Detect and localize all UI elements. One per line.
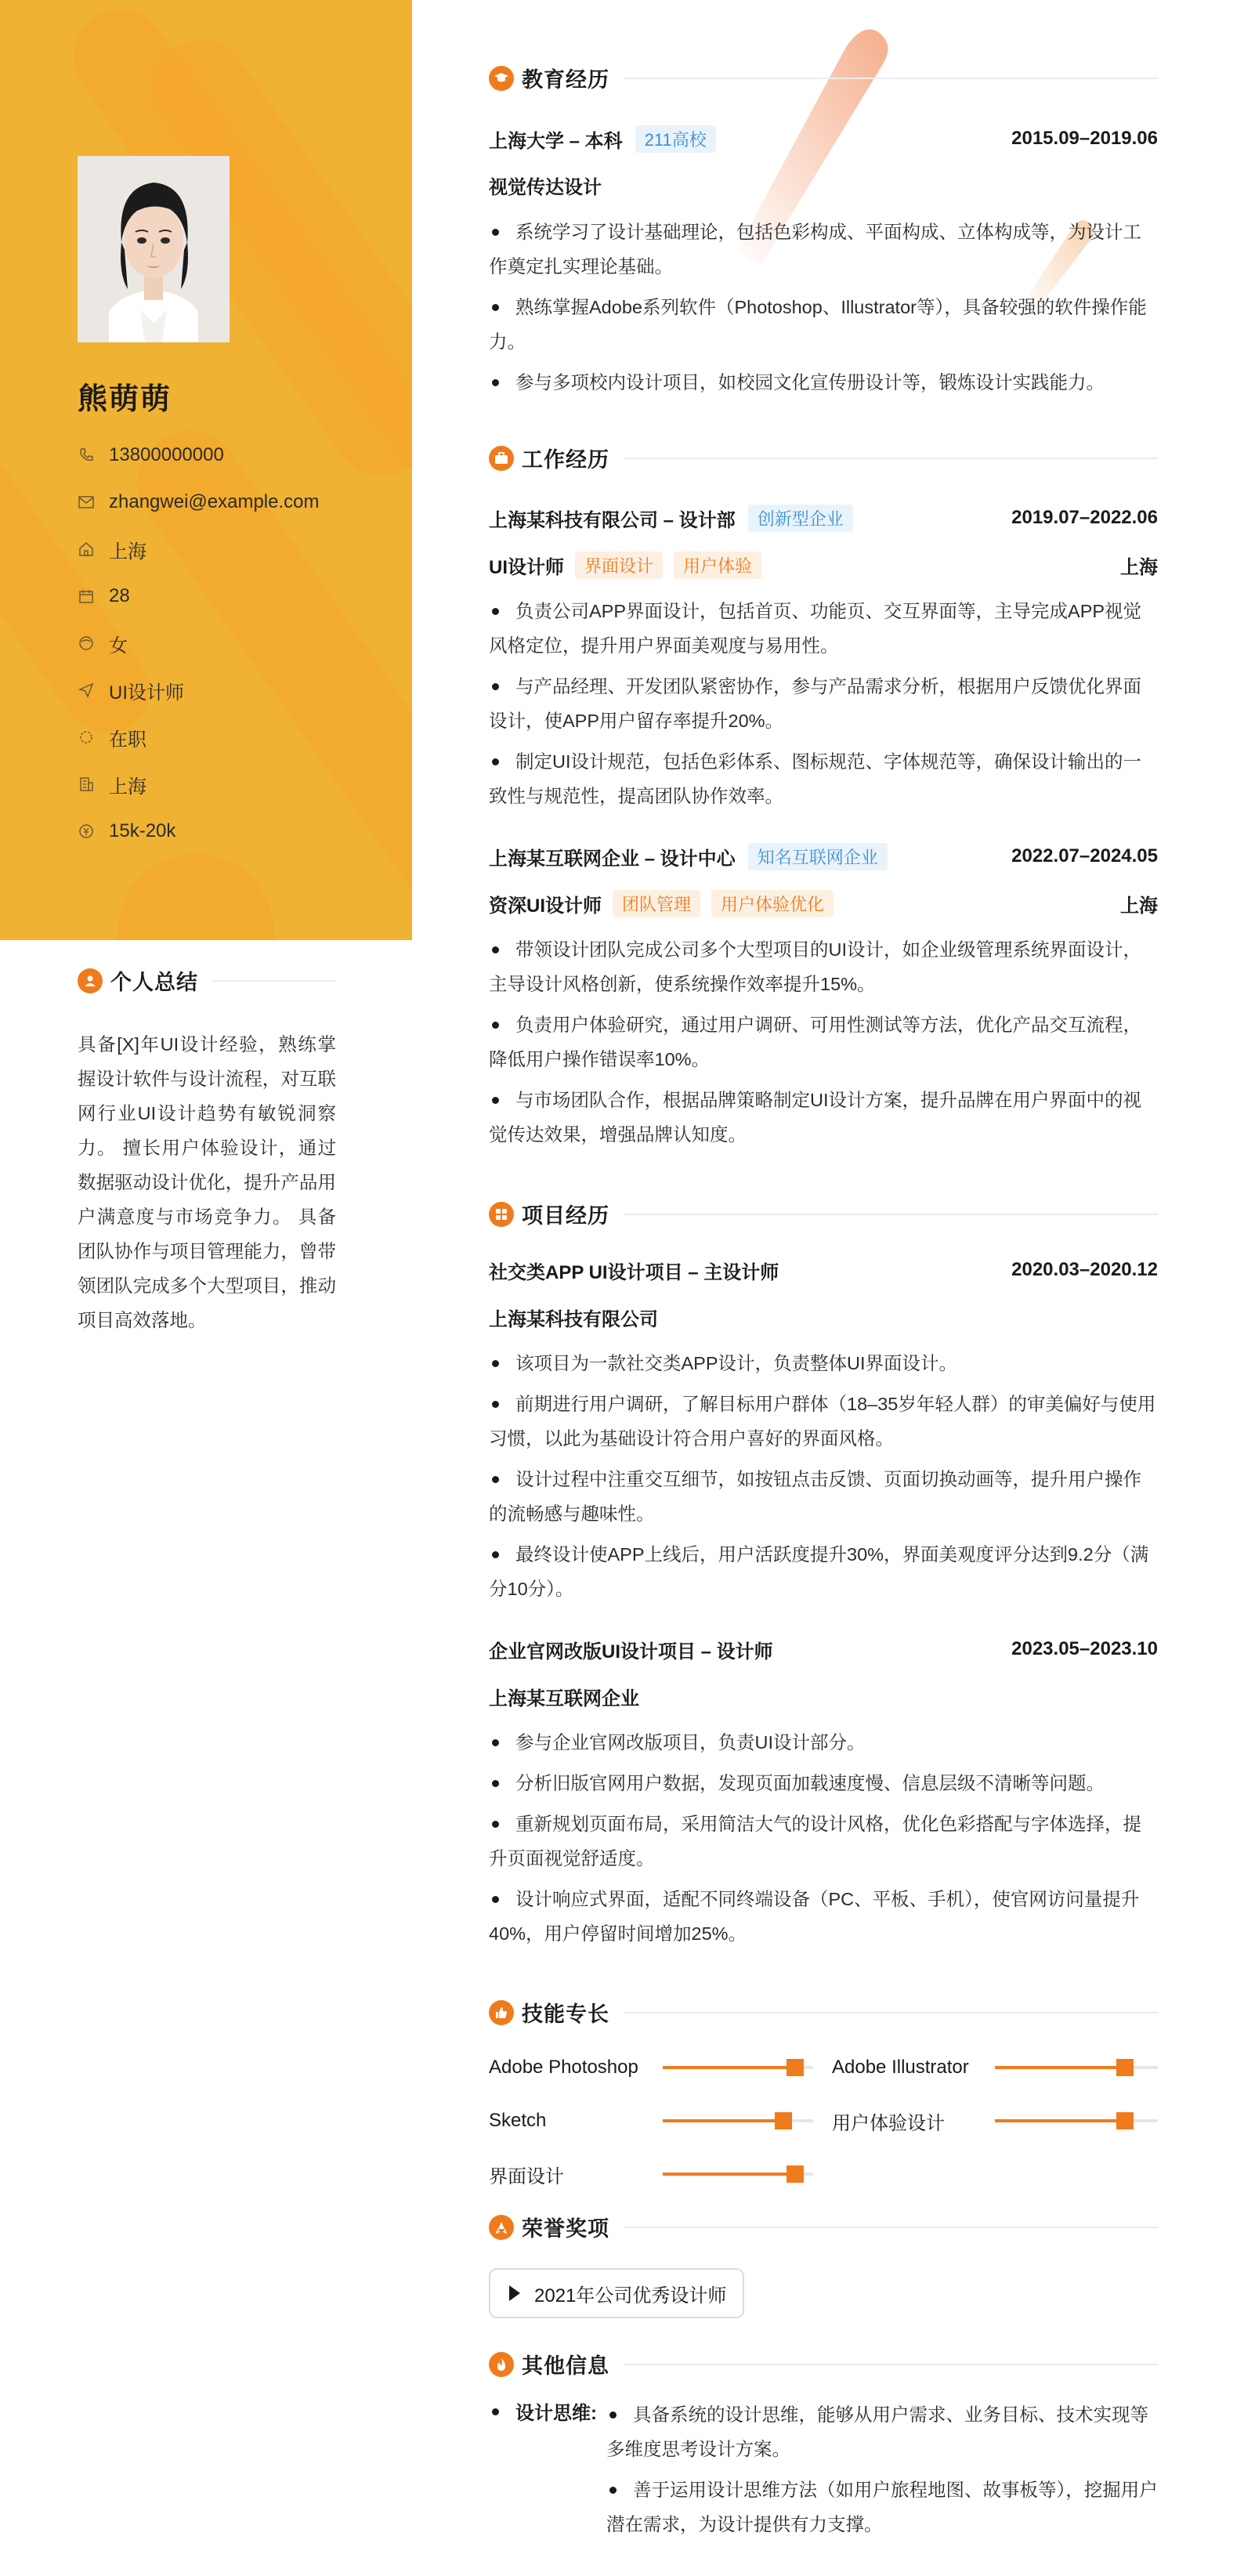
- project-org: 上海某科技有限公司: [489, 1308, 658, 1330]
- skill-knob: [1116, 2059, 1134, 2076]
- projects-title: 项目经历: [522, 1204, 609, 1228]
- other-header: [489, 2349, 1158, 2379]
- projects-header: [489, 1199, 1158, 1229]
- list-item: 分析旧版官网用户数据，发现页面加载速度慢、信息层级不清晰等问题。: [489, 1766, 1158, 1800]
- divider: [624, 2364, 1158, 2365]
- project-org-row: [489, 1301, 1158, 1333]
- divider: [624, 2012, 1158, 2013]
- role-tag: 界面设计: [575, 552, 663, 579]
- skill-knob: [1116, 2112, 1134, 2129]
- gender-icon: [78, 635, 95, 652]
- honors-title: 荣誉奖项: [522, 2217, 609, 2241]
- info-gender: [78, 628, 128, 659]
- info-city: [78, 534, 146, 565]
- skill-name: 界面设计: [489, 2165, 564, 2187]
- honors-header: [489, 2212, 1158, 2242]
- sidebar-header: [0, 0, 412, 940]
- skill-bar: [663, 2066, 813, 2069]
- building-icon: [78, 776, 95, 793]
- list-item: 善于运用设计思维方法（如用户旅程地图、故事板等），挖掘用户潜在需求，为设计提供有力支撑。: [606, 2473, 1158, 2542]
- info-phone: [78, 440, 224, 471]
- divider: [624, 2227, 1158, 2228]
- email-text: zhangwei@example.com: [109, 491, 320, 512]
- job-company: 上海某互联网企业 – 设计中心: [489, 848, 736, 870]
- list-item: 负责公司APP界面设计，包括首页、功能页、交互界面等，主导完成APP视觉风格定位，提升用户界面美观度与易用性。: [489, 594, 1158, 663]
- status-icon: [78, 729, 95, 746]
- divider: [624, 458, 1158, 459]
- project-name: 社交类APP UI设计项目 – 主设计师: [489, 1261, 779, 1283]
- education-period: 2015.09–2019.06: [1011, 128, 1158, 149]
- education-bullets: [489, 215, 1158, 406]
- skill-bar: [995, 2066, 1158, 2069]
- skill-knob: [787, 2165, 804, 2183]
- list-item: 参与多项校内设计项目，如校园文化宣传册设计等，锻炼设计实践能力。: [489, 365, 1158, 400]
- project-org-row: [489, 1681, 1158, 1712]
- home-icon: [78, 541, 95, 558]
- project-org: 上海某互联网企业: [489, 1688, 639, 1709]
- skill-name: Adobe Illustrator: [832, 2057, 969, 2078]
- work-header: [489, 443, 1158, 473]
- list-item: 系统学习了设计基础理论，包括色彩构成、平面构成、立体构成等，为设计工作奠定扎实理论基础。: [489, 215, 1158, 284]
- money-icon: [78, 823, 95, 840]
- skill-name: Adobe Photoshop: [489, 2057, 638, 2078]
- education-title: 教育经历: [522, 68, 609, 92]
- education-row: [489, 123, 1158, 154]
- job-period: 2022.07–2024.05: [1011, 845, 1158, 867]
- major-name: 视觉传达设计: [489, 176, 602, 198]
- skills-header: [489, 1997, 1158, 2028]
- list-item: 熟练掌握Adobe系列软件（Photoshop、Illustrator等），具备较强的软件操作能力。: [489, 290, 1158, 359]
- job-location: 上海: [1120, 895, 1158, 917]
- skill-item: [489, 2105, 815, 2136]
- skill-fill: [995, 2066, 1125, 2069]
- skill-fill: [995, 2119, 1125, 2122]
- school-tag: 211高校: [635, 125, 716, 153]
- summary-header: [78, 965, 336, 996]
- major-row: [489, 169, 1158, 201]
- list-item: 带领设计团队完成公司多个大型项目的UI设计，如企业级管理系统界面设计，主导设计风格创新，使系统操作效率提升15%。: [489, 932, 1158, 1001]
- other-bullets: [606, 2397, 1158, 2548]
- info-age: [78, 581, 130, 612]
- divider: [624, 1214, 1158, 1215]
- skill-item: [489, 2158, 815, 2190]
- info-work-city: [78, 769, 146, 800]
- summary-text: 具备[X]年UI设计经验，熟练掌握设计软件与设计流程，对互联网行业UI设计趋势有敏锐洞察力。 擅长用户体验设计，通过数据驱动设计优化，提升产品用户满意度与市场竞争力。 具备团队协作与项目管理能力，曾带领团队完成多个大型项目，推动项目高效落地。: [78, 1034, 336, 1330]
- list-item: 制定UI设计规范，包括色彩体系、图标规范、字体规范等，确保设计输出的一致性与规范性，提高团队协作效率。: [489, 744, 1158, 813]
- info-salary: [78, 816, 175, 847]
- mail-icon: [78, 494, 95, 511]
- list-item: 最终设计使APP上线后，用户活跃度提升30%，界面美观度评分达到9.2分（满分10分）。: [489, 1537, 1158, 1606]
- list-item: 该项目为一款社交类APP设计，负责整体UI界面设计。: [489, 1346, 1158, 1380]
- project-row: [489, 1634, 1158, 1665]
- award-icon: [489, 2215, 514, 2240]
- other-label: 设计思维:: [489, 2397, 597, 2425]
- phone-text: 13800000000: [109, 444, 224, 465]
- job-role-row: [489, 549, 1158, 581]
- divider: [212, 980, 336, 982]
- job-company-row: [489, 502, 1158, 534]
- list-item: 与市场团队合作，根据品牌策略制定UI设计方案，提升品牌在用户界面中的视觉传达效果，增强品牌认知度。: [489, 1083, 1158, 1152]
- skill-knob: [775, 2112, 792, 2129]
- divider: [624, 78, 1158, 79]
- skill-bar: [995, 2119, 1158, 2122]
- skill-fill: [663, 2173, 795, 2176]
- info-position: [78, 675, 184, 706]
- briefcase-icon: [489, 446, 514, 471]
- status-text: 在职: [109, 729, 146, 751]
- age-text: 28: [109, 585, 130, 606]
- skill-fill: [663, 2066, 795, 2069]
- skill-name: 用户体验设计: [832, 2112, 945, 2134]
- other-title: 其他信息: [522, 2354, 609, 2378]
- company-tag: 创新型企业: [748, 505, 853, 532]
- calendar-icon: [78, 588, 95, 605]
- award-text: 2021年公司优秀设计师: [534, 2285, 727, 2306]
- skill-name: Sketch: [489, 2110, 547, 2131]
- job-location: 上海: [1120, 556, 1158, 578]
- avatar: [78, 156, 230, 342]
- info-email: [78, 487, 320, 518]
- skill-item: [832, 2052, 1158, 2083]
- job-period: 2019.07–2022.06: [1011, 507, 1158, 528]
- work-title: 工作经历: [522, 448, 609, 472]
- skill-item: [832, 2105, 1158, 2136]
- list-item: 具备系统的设计思维，能够从用户需求、业务目标、技术实现等多维度思考设计方案。: [606, 2397, 1158, 2466]
- phone-icon: [78, 447, 95, 464]
- job-role: UI设计师: [489, 556, 564, 578]
- summary-section: [78, 965, 336, 1337]
- skill-fill: [663, 2119, 783, 2122]
- list-item: 与产品经理、开发团队紧密协作，参与产品需求分析，根据用户反馈优化界面设计，使APP用户留存率提升20%。: [489, 669, 1158, 738]
- education-header: [489, 63, 1158, 93]
- job-company-row: [489, 841, 1158, 872]
- gender-text: 女: [109, 635, 128, 657]
- job-role-row: [489, 888, 1158, 919]
- job-bullets: [489, 594, 1158, 819]
- profile-name: 熊萌萌: [78, 383, 172, 416]
- skill-bar: [663, 2119, 813, 2122]
- thumbs-up-icon: [489, 2000, 514, 2025]
- send-icon: [78, 682, 95, 699]
- play-icon: [509, 2285, 520, 2301]
- list-item: 设计响应式界面，适配不同终端设备（PC、平板、手机），使官网访问量提升40%，用户停留时间增加25%。: [489, 1882, 1158, 1951]
- position-text: UI设计师: [109, 682, 184, 704]
- skill-bar: [663, 2173, 813, 2176]
- skill-item: [489, 2052, 815, 2083]
- skills-title: 技能专长: [522, 2003, 609, 2026]
- list-item: 负责用户体验研究，通过用户调研、可用性测试等方法，优化产品交互流程，降低用户操作错误率10%。: [489, 1008, 1158, 1076]
- list-item: 设计过程中注重交互细节，如按钮点击反馈、页面切换动画等，提升用户操作的流畅感与趣味性。: [489, 1462, 1158, 1531]
- school-name: 上海大学 – 本科: [489, 130, 623, 152]
- project-period: 2023.05–2023.10: [1011, 1638, 1158, 1659]
- salary-text: 15k-20k: [109, 820, 176, 841]
- project-bullets: [489, 1346, 1158, 1612]
- user-icon: [78, 968, 103, 993]
- project-row: [489, 1254, 1158, 1286]
- list-item: 重新规划页面布局，采用简洁大气的设计风格，优化色彩搭配与字体选择，提升页面视觉舒适度。: [489, 1807, 1158, 1876]
- list-item: 前期进行用户调研，了解目标用户群体（18–35岁年轻人群）的审美偏好与使用习惯，以此为基础设计符合用户喜好的界面风格。: [489, 1387, 1158, 1456]
- job-company: 上海某科技有限公司 – 设计部: [489, 509, 736, 531]
- project-name: 企业官网改版UI设计项目 – 设计师: [489, 1641, 773, 1662]
- list-item: 参与企业官网改版项目，负责UI设计部分。: [489, 1725, 1158, 1760]
- city-text: 上海: [109, 541, 146, 563]
- role-tag: 用户体验: [674, 552, 761, 579]
- company-tag: 知名互联网企业: [748, 843, 888, 870]
- award-chip[interactable]: [489, 2268, 744, 2318]
- role-tag: 团队管理: [613, 890, 700, 917]
- skill-knob: [787, 2059, 804, 2076]
- project-bullets: [489, 1725, 1158, 1957]
- summary-title: 个人总结: [110, 971, 198, 994]
- job-bullets: [489, 932, 1158, 1158]
- work-city-text: 上海: [109, 776, 146, 798]
- project-period: 2020.03–2020.12: [1011, 1259, 1158, 1280]
- job-role: 资深UI设计师: [489, 895, 602, 917]
- info-status: [78, 722, 146, 753]
- role-tag: 用户体验优化: [711, 890, 834, 917]
- graduation-cap-icon: [489, 66, 514, 91]
- grid-icon: [489, 1202, 514, 1227]
- flame-icon: [489, 2352, 514, 2377]
